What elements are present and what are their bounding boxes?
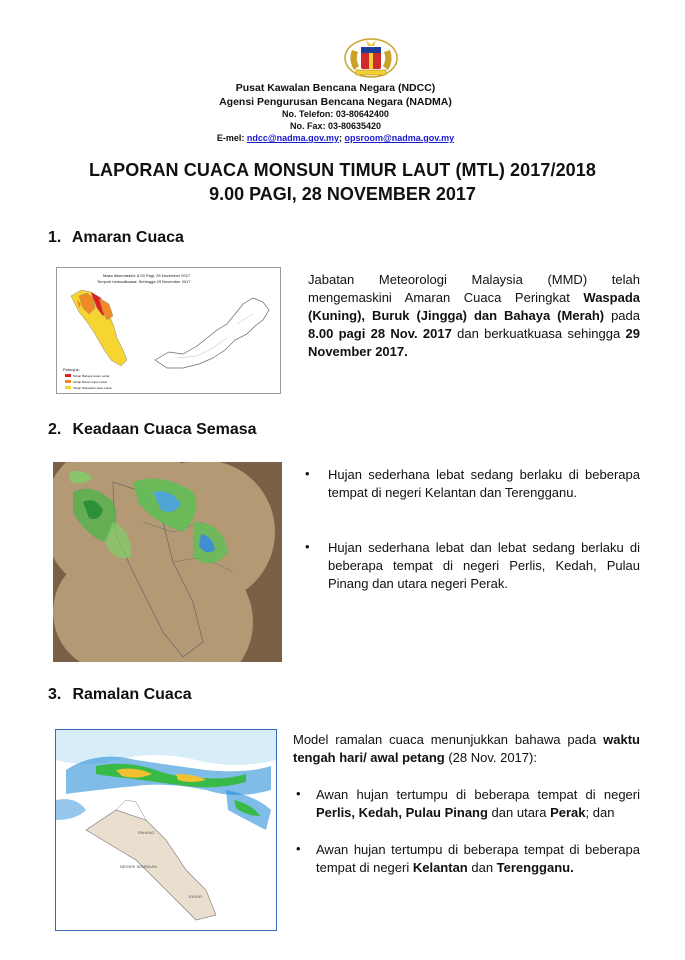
warning-issued-time: 8.00 pagi 28 Nov. 2017 <box>308 326 452 341</box>
report-title: LAPORAN CUACA MONSUN TIMUR LAUT (MTL) 2017/2018 <box>88 160 597 180</box>
warning-valid-until: 29 November 2017. <box>308 326 640 359</box>
forecast-intro <box>293 731 640 767</box>
warning-text-1: Jabatan Meteorologi Malaysia (MMD) telah mengemaskini Amaran Cuaca Peringkat <box>308 272 640 305</box>
map-validity-caption: Tempoh berkuatkuasa: Sehingga 29 November 2017 <box>97 279 191 284</box>
map-label-negeri-sembilan: NEGERI SEMBILAN <box>120 864 157 869</box>
legend-item-bahaya: Tahap Bahaya Hujan Lebat <box>73 374 110 378</box>
legend-swatch-buruk <box>65 380 71 383</box>
forecast-bullet-1-end: ; dan <box>585 805 615 820</box>
legend-swatch-waspada <box>65 386 71 389</box>
warning-text-3: dan berkuatkuasa sehingga <box>451 326 626 341</box>
map-update-caption: Masa dikemaskini: 8.00 Pagi, 28 November 2017 <box>103 273 191 278</box>
warning-paragraph <box>308 271 640 361</box>
report-datetime: 9.00 PAGI, 28 NOVEMBER 2017 <box>209 184 476 204</box>
forecast-bullet-1-text: Awan hujan tertumpu di beberapa tempat di negeri <box>316 787 640 802</box>
legend-title: Petunjuk: <box>63 367 80 372</box>
forecast-bullet-1 <box>316 786 640 822</box>
forecast-bullet-1-conj: dan utara <box>487 805 551 820</box>
bullet-marker: • <box>296 786 301 801</box>
section-title: Keadaan Cuaca Semasa <box>72 421 257 438</box>
email-separator: ; <box>339 133 342 143</box>
forecast-bullet-2-conj: dan <box>467 860 497 875</box>
bullet-marker: • <box>305 539 310 554</box>
fax-number: No. Fax: 03-80635420 <box>289 121 382 131</box>
bullet-marker: • <box>296 841 301 856</box>
forecast-model-map <box>55 729 277 931</box>
forecast-bullet-2-text: Awan hujan tertumpu di beberapa tempat di beberapa tempat di negeri <box>316 842 640 875</box>
org-name-ndcc: Pusat Kawalan Bencana Negara (NDCC) <box>235 82 436 94</box>
section-number: 2. <box>48 421 62 438</box>
current-weather-bullet-1: Hujan sederhana lebat sedang berlaku di beberapa tempat di negeri Kelantan dan Terengganu. <box>328 467 640 500</box>
legend-swatch-bahaya <box>65 374 71 377</box>
email-line <box>0 133 678 143</box>
section-heading-keadaan-cuaca-semasa <box>48 421 257 439</box>
weather-warning-map <box>56 267 281 394</box>
email-link-opsroom[interactable]: opsroom@nadma.gov.my <box>344 133 455 143</box>
forecast-state-kelantan: Kelantan <box>412 860 468 875</box>
telephone-number: No. Telefon: 03-80642400 <box>282 109 389 119</box>
email-link-ndcc[interactable]: ndcc@nadma.gov.my <box>246 133 339 143</box>
section-number: 1. <box>48 229 62 246</box>
map-label-johor: JOHOR <box>188 894 202 899</box>
forecast-state-terengganu: Terengganu. <box>496 860 574 875</box>
radar-image <box>53 462 282 662</box>
forecast-bullet-2 <box>316 841 640 877</box>
section-title: Amaran Cuaca <box>71 229 184 246</box>
forecast-state-perak: Perak <box>550 805 586 820</box>
email-label: E-mel: <box>216 133 245 143</box>
org-name-nadma: Agensi Pengurusan Bencana Negara (NADMA) <box>219 96 452 108</box>
legend-item-buruk: Tahap Buruk Hujan Lebat <box>73 380 107 384</box>
warning-text-2: pada <box>604 308 640 323</box>
legend-item-waspada: Tahap Waspada Hujan Lebat <box>73 386 112 390</box>
section-number: 3. <box>48 686 62 703</box>
section-heading-amaran-cuaca <box>48 229 184 247</box>
forecast-time-window: waktu tengah hari/ awal petang <box>293 732 640 765</box>
warning-levels: Waspada (Kuning), Buruk (Jingga) dan Bahaya (Merah) <box>308 290 640 323</box>
section-heading-ramalan-cuaca <box>48 686 192 704</box>
forecast-states-north: Perlis, Kedah, Pulau Pinang <box>316 805 488 820</box>
current-weather-bullet-2: Hujan sederhana lebat dan lebat sedang berlaku di beberapa tempat di negeri Perlis, Kedah, Pulau Pinang dan utara negeri Perak. <box>328 540 640 591</box>
forecast-intro-text: Model ramalan cuaca menunjukkan bahawa pada <box>293 732 604 747</box>
malaysia-coat-of-arms-icon <box>342 36 400 80</box>
section-title: Ramalan Cuaca <box>72 686 192 703</box>
forecast-date: (28 Nov. 2017): <box>444 750 537 765</box>
map-label-pahang: PAHANG <box>138 830 155 835</box>
bullet-marker: • <box>305 466 310 481</box>
